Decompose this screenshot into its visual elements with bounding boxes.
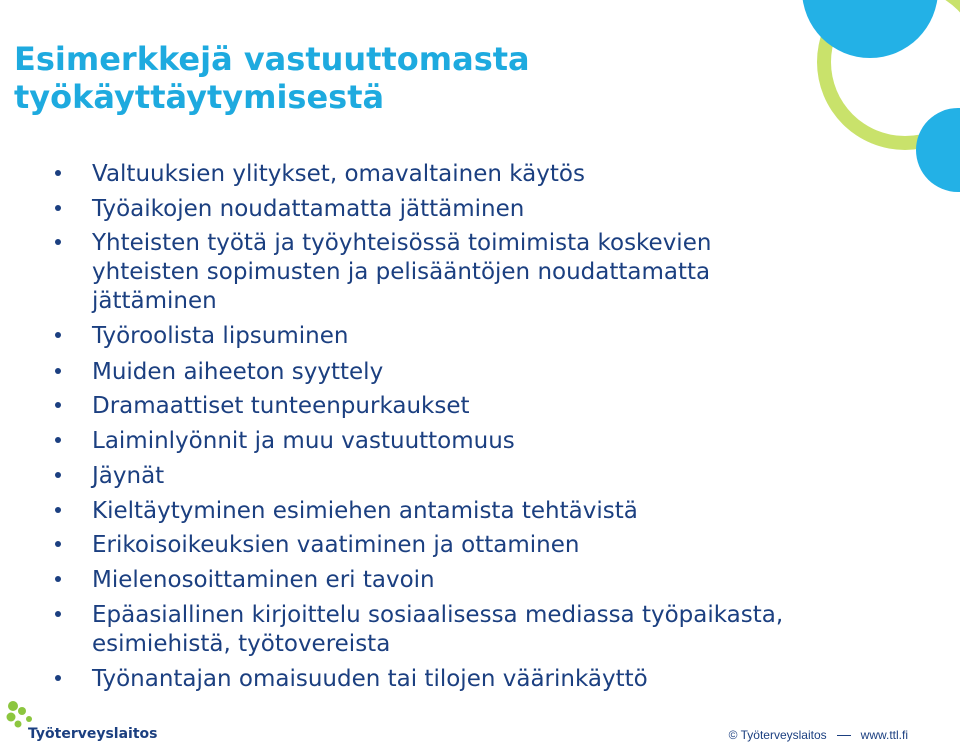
list-item <box>92 322 892 351</box>
list-item <box>92 462 892 491</box>
bullet-icon <box>55 205 61 211</box>
item-text: esimiehistä, työtovereista <box>92 631 391 657</box>
list-item <box>92 531 892 560</box>
item-text: yhteisten sopimusten ja pelisääntöjen noudattamatta <box>92 259 711 285</box>
bullet-icon <box>55 611 61 617</box>
page-title <box>14 40 734 116</box>
item-text: Muiden aiheeton syyttely <box>92 359 384 385</box>
bullet-icon <box>55 437 61 443</box>
list-item <box>92 392 892 421</box>
item-text: jättäminen <box>92 288 217 314</box>
item-text: Laiminlyönnit ja muu vastuuttomuus <box>92 428 515 454</box>
blue-disc-right <box>916 108 960 192</box>
list-item <box>92 427 892 456</box>
bullet-icon <box>55 472 61 478</box>
list-item <box>92 229 892 316</box>
list-item <box>92 160 892 189</box>
bullet-icon <box>55 507 61 513</box>
bullet-icon <box>55 402 61 408</box>
bullet-icon <box>55 368 61 374</box>
item-text: Jäynät <box>92 463 165 489</box>
list-item <box>92 665 892 694</box>
bullet-icon <box>55 541 61 547</box>
bullet-icon <box>55 675 61 681</box>
list-item <box>92 195 892 224</box>
item-text: Kieltäytyminen esimiehen antamista tehtävistä <box>92 498 638 524</box>
bullet-icon <box>55 239 61 245</box>
item-text: Työaikojen noudattamatta jättäminen <box>92 196 525 222</box>
item-text: Dramaattiset tunteenpurkaukset <box>92 393 470 419</box>
list-item <box>92 358 892 387</box>
footer <box>729 728 908 742</box>
item-text: Erikoisoikeuksien vaatiminen ja ottaminen <box>92 532 580 558</box>
list-item <box>92 601 892 659</box>
blue-disc-top <box>802 0 938 58</box>
list-item <box>92 497 892 526</box>
title-line: Esimerkkejä vastuuttomasta <box>14 40 530 78</box>
title-line: työkäyttäytymisestä <box>14 78 385 116</box>
item-text: Valtuuksien ylitykset, omavaltainen käytös <box>92 161 585 187</box>
website-link[interactable]: www.ttl.fi <box>860 728 908 742</box>
copyright-text: © Työterveyslaitos <box>728 728 827 742</box>
ttl-logo <box>4 700 158 746</box>
item-text: Epäasiallinen kirjoittelu sosiaalisessa mediassa työpaikasta, <box>92 602 784 628</box>
list-item <box>92 566 892 595</box>
item-text: Työnantajan omaisuuden tai tilojen väärinkäyttö <box>92 666 648 692</box>
bullet-icon <box>55 576 61 582</box>
green-ring <box>817 0 960 150</box>
footer-divider <box>837 735 851 736</box>
bullet-icon <box>55 332 61 338</box>
item-text: Yhteisten työtä ja työyhteisössä toimimista koskevien <box>92 230 712 256</box>
logo-text: Työterveyslaitos <box>28 726 158 742</box>
item-text: Mielenosoittaminen eri tavoin <box>92 567 435 593</box>
bullet-icon <box>55 170 61 176</box>
item-text: Työroolista lipsuminen <box>92 323 349 349</box>
white-gap <box>831 0 960 136</box>
